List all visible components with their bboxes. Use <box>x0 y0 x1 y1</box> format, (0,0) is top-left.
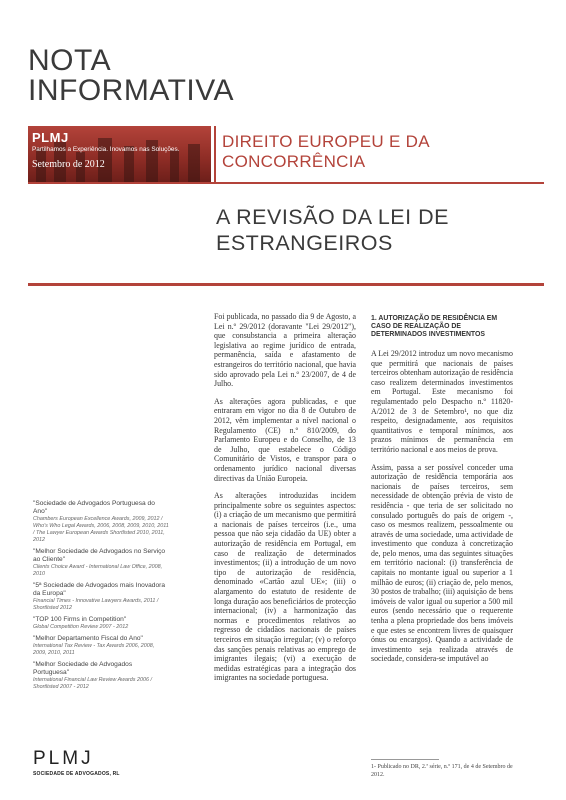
award-title: "Sociedade de Advogados Portuguesa do Ano" <box>33 500 155 515</box>
award-source: International Financial Law Review Awards 2006 / Shortlisted 2007 - 2012 <box>33 677 152 690</box>
award-title: "Melhor Sociedade de Advogados no Serviço ao Cliente" <box>33 548 166 563</box>
section-title <box>222 132 430 172</box>
headline-rule <box>28 283 544 286</box>
banner-rule <box>28 182 544 184</box>
logo-text: PLMJ <box>33 748 94 769</box>
award-item <box>33 500 169 544</box>
award-title: "Melhor Sociedade de Advogados Portuguesa" <box>33 661 133 676</box>
award-title: "Melhor Departamento Fiscal do Ano" <box>33 635 143 642</box>
title-line-1: NOTA <box>28 44 112 77</box>
banner-photo <box>28 126 211 182</box>
footer-logo <box>33 748 120 777</box>
title-line-2: INFORMATIVA <box>28 74 235 107</box>
awards-list <box>33 500 169 695</box>
footnote: 1- Publicado no DR, 2.ª série, n.º 171, de 4 de Setembro de 2012. <box>371 764 513 778</box>
body-paragraph: A Lei 29/2012 introduz um novo mecanismo que permitirá que nacionais de países terceiros obtenham autorização de residência caso realizem determinados investimentos em Portugal. Este mecanismo foi regulamentado pelo Despacho n.º 11820-A/2012 de 3 de Setembro¹, no que diz respeito, designadamente, aos requisitos quantitativos e temporal mínimos, aos prazos mínimos de permanência em território nacional e aos meios de prova. <box>371 349 513 454</box>
body-paragraph: Foi publicada, no passado dia 9 de Agosto, a Lei n.º 29/2012 (doravante "Lei 29/2012"), que consubstancia a primeira alteração legislativa ao regime jurídico de entrada, permanência, saída e afastamento de estrangeiros do território nacional, que havia sido aprovado pela Lei n.º 23/2007, de 4 de Julho. <box>214 312 356 389</box>
body-column-middle <box>214 312 356 691</box>
body-paragraph: As alterações introduzidas incidem principalmente sobre os seguintes aspectos: (i) a criação de um mecanismo que permitirá a nacionais de países terceiros (i.e., uma pessoa que não seja cidadão da UE) obter a autorização de residência em Portugal, em caso de realização de determinados investimentos; (ii) a introdução de um novo tipo de autorização de residência, denominado «Cartão azul UE»; (iii) o alargamento do estatuto de residente de longa duração aos beneficiários de protecção internacional; (iv) a harmonização das normas e procedimentos relativos ao regresso de cidadãos nacionais de países terceiros em situação irregular; (v) o reforço das sanções penais relativas ao emprego de imigrantes ilegais; (vi) a execução de medidas estratégicas para a integração dos imigrantes na sociedade portuguesa. <box>214 491 356 683</box>
award-title: "5ª Sociedade de Advogados mais Inovadora da Europa" <box>33 582 165 597</box>
section-title-line-2: CONCORRÊNCIA <box>222 152 366 171</box>
award-item <box>33 582 169 612</box>
brand-name: PLMJ <box>32 130 69 145</box>
award-source: Clients Choice Award - International Law Office, 2008, 2010 <box>33 564 163 577</box>
award-item <box>33 616 169 631</box>
body-column-right <box>371 315 513 672</box>
award-source: Chambers European Excellence Awards, 2009, 2012 / Who's Who Legal Awards, 2006, 2008, 2009, 2010, 2011 / The Lawyer European Awards Shortlisted 2010, 2011, 2012 <box>33 516 169 543</box>
banner <box>28 126 544 182</box>
brand-tagline: Partilhamos a Experiência. Inovamos nas Soluções. <box>32 146 180 153</box>
section-heading: 1. AUTORIZAÇÃO DE RESIDÊNCIA EM CASO DE REALIZAÇÃO DE DETERMINADOS INVESTIMENTOS <box>371 315 498 338</box>
banner-divider <box>214 126 216 182</box>
award-item <box>33 661 169 691</box>
award-source: Global Competition Review 2007 - 2012 <box>33 624 129 630</box>
headline-line-2: ESTRANGEIROS <box>216 231 393 255</box>
article-headline <box>216 204 449 256</box>
headline-line-1: A REVISÃO DA LEI DE <box>216 205 449 229</box>
award-title: "TOP 100 Firms in Competition" <box>33 616 127 623</box>
body-paragraph: As alterações agora publicadas, e que entraram em vigor no dia 8 de Outubro de 2012, vêm implementar a nível nacional o Regulamento (CE) n.º 810/2009, do Parlamento Europeu e do Conselho, de 13 de Julho, que estabelece o Código Comunitário de Vistos, e transpor para o ordenamento jurídico nacional diversas directivas da União Europeia. <box>214 396 356 483</box>
section-title-line-1: DIREITO EUROPEU E DA <box>222 132 430 151</box>
footnote-rule <box>371 759 439 760</box>
award-source: International Tax Review - Tax Awards 2006, 2008, 2009, 2010, 2011 <box>33 643 155 656</box>
issue-date: Setembro de 2012 <box>32 159 105 170</box>
document-title <box>28 46 234 106</box>
award-item <box>33 635 169 657</box>
body-paragraph: Assim, passa a ser possível conceder uma autorização de residência temporária aos nacionais de países terceiros, sem necessidade de obtenção prévia de visto de residência - que teria de ser solicitado no consulado português do país de origem -, caso os mesmos realizem, pessoalmente ou através de uma sociedade, uma actividade de investimento que conduza à concretização de, pelo menos, uma das seguintes situações em território nacional: (i) transferência de capitais no montante igual ou superior a 1 milhão de euros; (ii) criação de, pelo menos, 30 postos de trabalho; (iii) aquisição de bens imóveis de valor igual ou superior a 500 mil euros (sendo necessário que o requerente tenha a plena propriedade dos bens imóveis e que estes se encontrem livres de quaisquer ónus ou encargos). Quando a actividade de investimento seja realizada através de sociedade, considera-se imputável ao <box>371 462 513 664</box>
logo-subtitle: SOCIEDADE DE ADVOGADOS, RL <box>33 771 120 777</box>
award-item <box>33 548 169 578</box>
award-source: Financial Times - Innovative Lawyers Awards, 2011 / Shortlisted 2012 <box>33 598 159 611</box>
